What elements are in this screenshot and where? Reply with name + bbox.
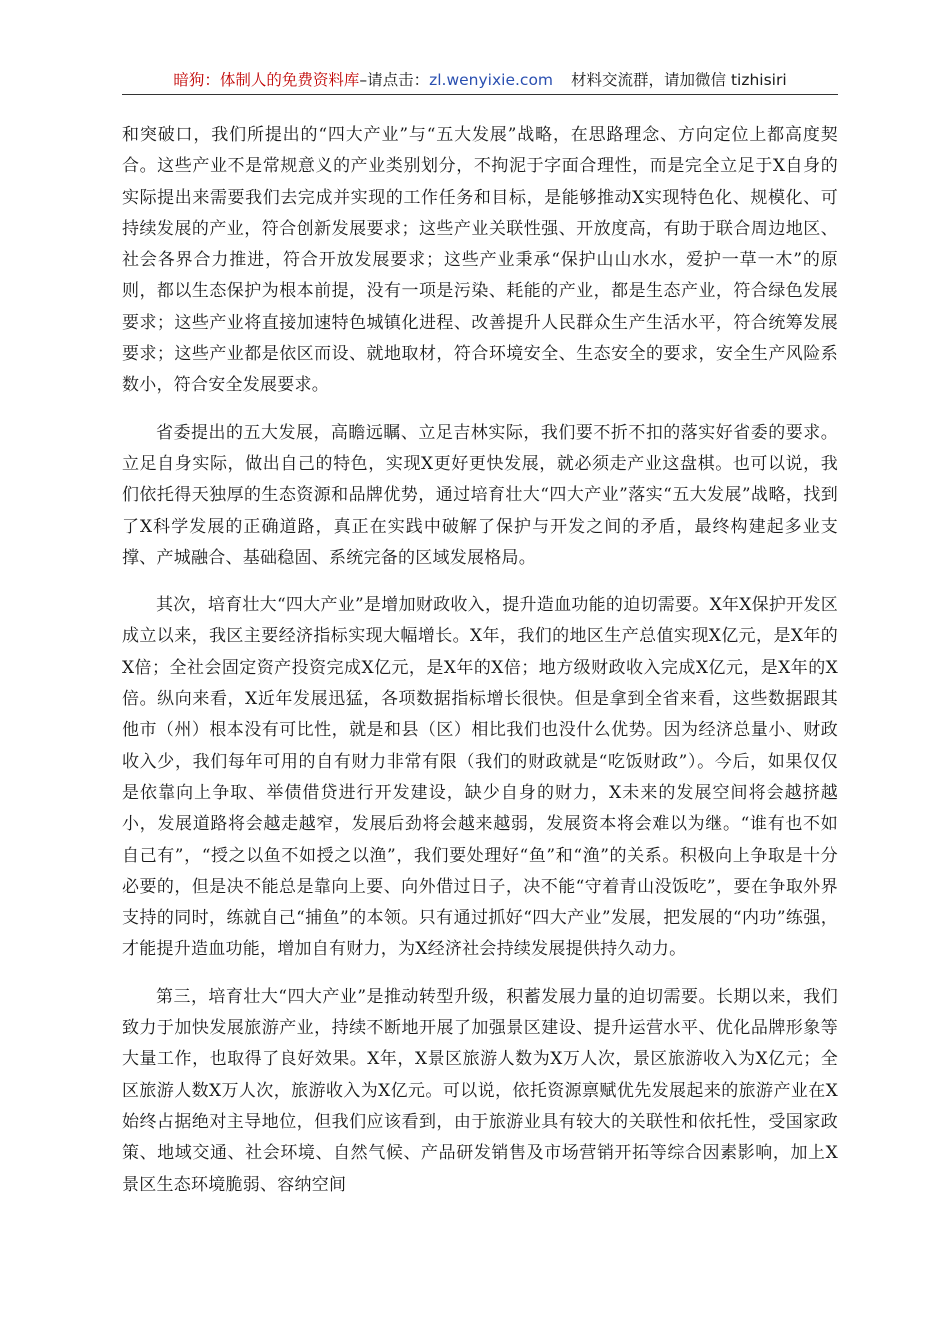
header-link[interactable]: zl.wenyixie.com — [429, 71, 554, 89]
paragraph-4: 第三，培育壮大“四大产业”是推动转型升级，积蓄发展力量的迫切需要。长期以来，我们致力于加快发展旅游产业，持续不断地开展了加强景区建设、提升运营水平、优化品牌形象等大量工作，也取得了良好效果。X年，X景区旅游人数为X万人次，景区旅游收入为X亿元；全区旅游人数X万人次，旅游收入为X亿元。可以说，依托资源禀赋优先发展起来的旅游产业在X始终占据绝对主导地位，但我们应该看到，由于旅游业具有较大的关联性和依托性，受国家政策、地域交通、社会环境、自然气候、产品研发销售及市场营销开拓等综合因素影响，加上X景区生态环境脆弱、容纳空间 — [122, 986, 838, 1195]
header-prompt: –请点击： — [359, 71, 430, 89]
paragraph-1: 和突破口，我们所提出的“四大产业”与“五大发展”战略，在思路理念、方向定位上都高度契合。这些产业不是常规意义的产业类别划分，不拘泥于字面合理性，而是完全立足于X自身的实际提出来需要我们去完成并实现的工作任务和目标，是能够推动X实现特色化、规模化、可持续发展的产业，符合创新发展要求；这些产业关联性强、开放度高，有助于联合周边地区、社会各界合力推进，符合开放发展要求；这些产业秉承“保护山山水水，爱护一草一木”的原则，都以生态保护为根本前提，没有一项是污染、耗能的产业，都是生态产业，符合绿色发展要求；这些产业将直接加速特色城镇化进程、改善提升人民群众生产生活水平，符合统筹发展要求；这些产业都是依区而设、就地取材，符合环境安全、生态安全的要求，安全生产风险系数小，符合安全发展要求。 — [122, 125, 838, 396]
paragraph-2: 省委提出的五大发展，高瞻远瞩、立足吉林实际，我们要不折不扣的落实好省委的要求。立足自身实际，做出自己的特色，实现X更好更快发展，就必须走产业这盘棋。也可以说，我们依托得天独厚的生态资源和品牌优势，通过培育壮大“四大产业”落实“五大发展”战略，找到了X科学发展的正确道路，真正在实践中破解了保护与开发之间的矛盾，最终构建起多业支撑、产城融合、基础稳固、系统完备的区域发展格局。 — [122, 422, 838, 568]
header-brand: 暗狗：体制人的免费资料库 — [173, 71, 360, 89]
page-header — [122, 68, 838, 94]
paragraph-3: 其次，培育壮大“四大产业”是增加财政收入，提升造血功能的迫切需要。X年X保护开发区成立以来，我区主要经济指标实现大幅增长。X年，我们的地区生产总值实现X亿元，是X年的X倍；全社会固定资产投资完成X亿元，是X年的X倍；地方级财政收入完成X亿元，是X年的X倍。纵向来看，X近年发展迅猛，各项数据指标增长很快。但是拿到全省来看，这些数据跟其他市（州）根本没有可比性，就是和县（区）相比我们也没什么优势。因为经济总量小、财政收入少，我们每年可用的自有财力非常有限（我们的财政就是“吃饭财政”）。今后，如果仅仅是依靠向上争取、举债借贷进行开发建设，缺少自身的财力，X未来的发展空间将会越挤越小，发展道路将会越走越窄，发展后劲将会越来越弱，发展资本将会难以为继。“谁有也不如自己有”，“授之以鱼不如授之以渔”，我们要处理好“鱼”和“渔”的关系。积极向上争取是十分必要的，但是决不能总是靠向上要、向外借过日子，决不能“守着青山没饭吃”，要在争取外界支持的同时，练就自己“捕鱼”的本领。只有通过抓好“四大产业”发展，把发展的“内功”练强，才能提升造血功能，增加自有财力，为X经济社会持续发展提供持久动力。 — [122, 595, 838, 960]
header-divider — [122, 94, 838, 95]
document-body — [122, 120, 838, 1217]
header-contact: 材料交流群，请加微信 tizhisiri — [571, 71, 787, 89]
